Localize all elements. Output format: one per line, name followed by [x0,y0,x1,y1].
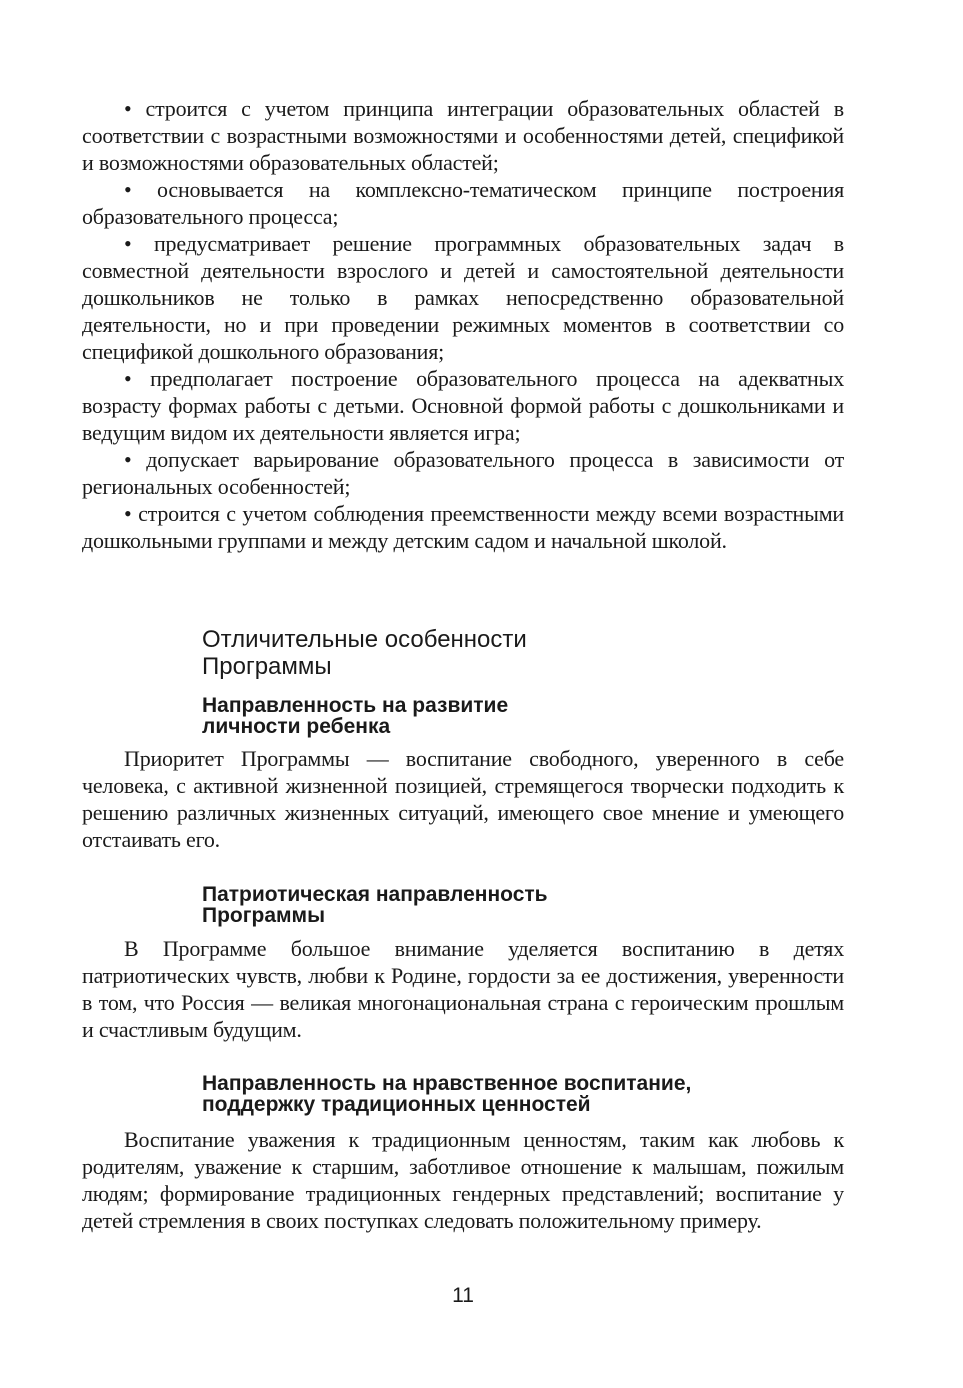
bullet-list [82,95,844,554]
subsection-text-patriotic [82,935,844,1043]
subsection-text-moral [82,1126,844,1234]
heading-line: Патриотическая направленность [202,883,548,906]
bullet-item: • основывается на комплексно-тематическом принципе построения образовательного процесса; [82,177,844,229]
section-title-line: Программы [202,653,332,680]
page-number: 11 [452,1284,474,1307]
bullet-item: • предусматривает решение программных образовательных задач в совместной деятельности взрослого и детей и самостоятельной деятельности дошкольников не только в рамках непосредственно образовательной деятельности, но и при проведении режимных моментов в соответствии со спецификой дошкольного образования; [82,231,844,364]
heading-line: Направленность на нравственное воспитание, [202,1072,692,1095]
section-title [202,626,527,680]
subsection-heading-personality [202,695,508,737]
subsection-heading-moral [202,1073,691,1115]
bullet-item: • строится с учетом соблюдения преемственности между всеми возрастными дошкольными группами и между детским садом и начальной школой. [82,501,844,553]
heading-line: поддержку традиционных ценностей [202,1093,591,1116]
bullet-item: • предполагает построение образовательного процесса на адекватных возрасту формах работы с детьми. Основной формой работы с дошкольниками и ведущим видом их деятельности является игра; [82,366,844,445]
paragraph: Приоритет Программы — воспитание свободного, уверенного в себе человека, с активной жизненной позицией, стремящегося творчески подходить к решению различных жизненных ситуаций, имеющего свое мнение и умеющего отстаивать его. [82,746,844,852]
subsection-text-personality [82,745,844,853]
subsection-heading-patriotic [202,884,548,926]
paragraph: Воспитание уважения к традиционным ценностям, таким как любовь к родителям, уважение к старшим, заботливое отношение к малышам, пожилым людям; формирование традиционных гендерных представлений; воспитание у детей стремления в своих поступках следовать положительному примеру. [82,1127,844,1233]
paragraph: В Программе большое внимание уделяется воспитанию в детях патриотических чувств, любви к Родине, гордости за ее достижения, уверенности в том, что Россия — великая многонациональная страна с героическим прошлым и счастливым будущим. [82,936,844,1042]
bullet-item: • допускает варьирование образовательного процесса в зависимости от региональных особенностей; [82,447,844,499]
heading-line: Программы [202,904,326,927]
heading-line: Направленность на развитие [202,694,509,717]
bullet-item: • строится с учетом принципа интеграции образовательных областей в соответствии с возрастными возможностями и особенностями детей, спецификой и возможностями образовательных областей; [82,96,844,175]
section-title-line: Отличительные особенности [202,626,527,653]
heading-line: личности ребенка [202,715,391,738]
